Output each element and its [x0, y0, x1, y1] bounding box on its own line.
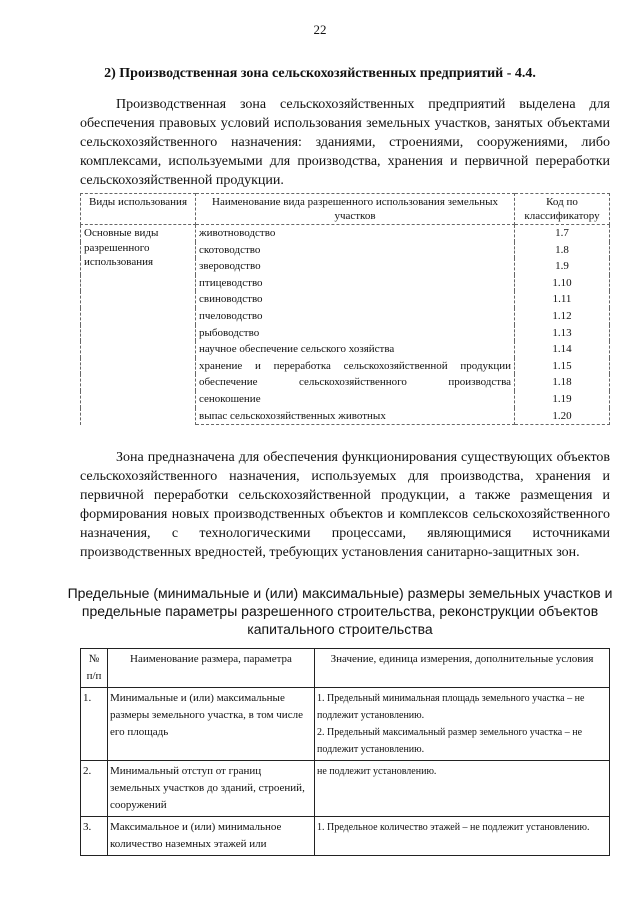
land-use-table-body: [81, 225, 610, 425]
col-header-parameter: Наименование размера, параметра: [108, 649, 315, 688]
col-header-value: Значение, единица измерения, дополнительные условия: [315, 649, 610, 688]
row-number: 3.: [81, 817, 108, 856]
intro-paragraph: Производственная зона сельскохозяйственных предприятий выделена для обеспечения правовых условий использования земельных участков, занятых объектами сельскохозяйственного назначения: зданиями, строениями, сооружениями, либо комплексами, используемыми для производства, хранения и первичной переработки сельскохозяйственной продукции.: [80, 97, 610, 188]
row-number: 1.: [81, 688, 108, 761]
use-group-label: Основные виды разрешенного использования: [81, 225, 196, 425]
table-row: [81, 225, 610, 242]
parameter-name: Максимальное и (или) минимальное количество наземных этажей или: [108, 817, 315, 856]
use-code-cell: 1.14: [515, 341, 610, 358]
use-name-cell: свиноводство: [196, 291, 515, 308]
parameters-table: [80, 648, 610, 856]
use-name-cell: сенокошение: [196, 391, 515, 408]
table-row: [81, 817, 610, 856]
value-line: 1. Предельное количество этажей – не подлежит установлению.: [317, 822, 590, 833]
row-number: 2.: [81, 761, 108, 817]
use-code-cell: 1.10: [515, 275, 610, 292]
use-code-cell: 1.11: [515, 291, 610, 308]
parameters-table-body: [81, 688, 610, 856]
section-heading: 2) Производственная зона сельскохозяйственных предприятий - 4.4.: [104, 66, 536, 81]
table-row: [81, 688, 610, 761]
parameter-name: Минимальные и (или) максимальные размеры земельного участка, в том числе его площадь: [108, 688, 315, 761]
table-row: [81, 761, 610, 817]
use-name-cell: птицеводство: [196, 275, 515, 292]
col-header-use-type: Виды использования: [81, 194, 196, 225]
col-header-use-name: Наименование вида разрешенного использования земельных участков: [196, 194, 515, 225]
use-name-cell: выпас сельскохозяйственных животных: [196, 408, 515, 425]
parameter-name: Минимальный отступ от границ земельных участков до зданий, строений, сооружений: [108, 761, 315, 817]
use-code-cell: 1.20: [515, 408, 610, 425]
use-name-cell: обеспечение сельскохозяйственного производства: [196, 374, 515, 391]
use-name-cell: пчеловодство: [196, 308, 515, 325]
col-header-number: № п/п: [81, 649, 108, 688]
use-name-cell: рыбоводство: [196, 325, 515, 342]
use-name-cell: животноводство: [196, 225, 515, 242]
use-code-cell: 1.13: [515, 325, 610, 342]
use-code-cell: 1.9: [515, 258, 610, 275]
use-code-cell: 1.8: [515, 242, 610, 259]
parameter-value: [315, 688, 610, 761]
use-name-cell: хранение и переработка сельскохозяйственной продукции: [196, 358, 515, 375]
zone-purpose-paragraph: Зона предназначена для обеспечения функционирования существующих объектов сельскохозяйственного назначения, используемых для производства, хранения и первичной переработки сельскохозяйственной продукции, а также размещения и формирования новых производственных объектов и комплексов сельскохозяйственного назначения, с технологическими процессами, являющимися источниками производственных вредностей, требующих установления санитарно-защитных зон.: [80, 450, 610, 560]
parameter-value: [315, 761, 610, 817]
value-line: не подлежит установлению.: [317, 766, 437, 777]
use-code-cell: 1.7: [515, 225, 610, 242]
use-code-cell: 1.19: [515, 391, 610, 408]
use-name-cell: звероводство: [196, 258, 515, 275]
value-line: 2. Предельный максимальный размер земельного участка – не подлежит установлению.: [317, 727, 583, 755]
parameter-value: [315, 817, 610, 856]
value-line: 1. Предельный минимальная площадь земельного участка – не подлежит установлению.: [317, 693, 585, 721]
use-code-cell: 1.15: [515, 358, 610, 375]
use-name-cell: научное обеспечение сельского хозяйства: [196, 341, 515, 358]
use-code-cell: 1.18: [515, 374, 610, 391]
parameters-caption: Предельные (минимальные и (или) максимальные) размеры земельных участков и предельные параметры разрешенного строительства, реконструкции объектов капитального строительства: [67, 585, 613, 637]
col-header-code: Код по классификатору: [515, 194, 610, 225]
use-name-cell: скотоводство: [196, 242, 515, 259]
page-number: 22: [313, 22, 327, 37]
use-code-cell: 1.12: [515, 308, 610, 325]
land-use-table: [80, 193, 610, 425]
